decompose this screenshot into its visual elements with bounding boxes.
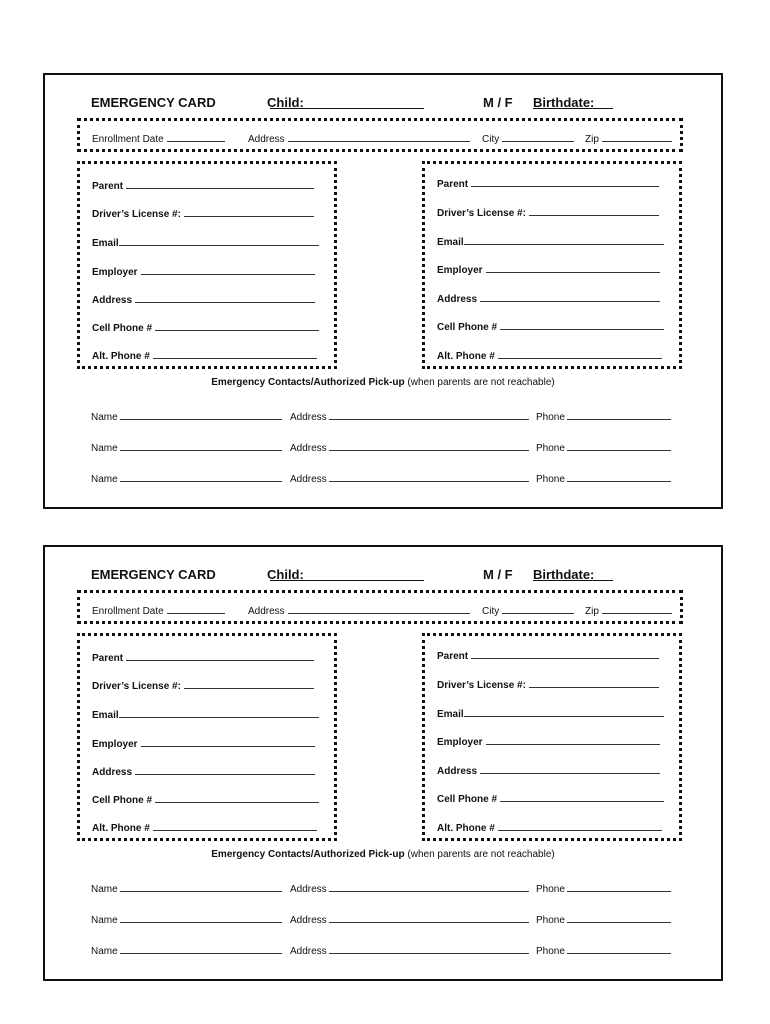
contact-name-field[interactable]: Name xyxy=(91,440,282,454)
city-label: City xyxy=(482,606,500,617)
alt-phone-field[interactable]: Alt. Phone # xyxy=(437,820,662,834)
parent-name-field[interactable]: Parent xyxy=(437,648,659,662)
parent-2-box xyxy=(422,161,682,369)
contact-address-field[interactable]: Address xyxy=(290,440,529,454)
drivers-license-field[interactable]: Driver’s License #: xyxy=(437,677,659,691)
emergency-contacts-title: Emergency Contacts/Authorized Pick-up (when parents are not reachable) xyxy=(211,849,555,860)
cell-phone-field[interactable]: Cell Phone # xyxy=(437,791,664,805)
email-field[interactable]: Email xyxy=(92,707,319,721)
contact-row xyxy=(91,943,683,957)
child-label: Child: xyxy=(267,95,304,110)
city-label: City xyxy=(482,134,500,145)
parent-2-box xyxy=(422,633,682,841)
child-label: Child: xyxy=(267,567,304,582)
contact-name-field[interactable]: Name xyxy=(91,943,282,957)
cell-phone-field[interactable]: Cell Phone # xyxy=(92,792,319,806)
parent-address-field[interactable]: Address xyxy=(92,292,315,306)
alt-phone-field[interactable]: Alt. Phone # xyxy=(92,348,317,362)
contact-name-field[interactable]: Name xyxy=(91,471,282,485)
card-header xyxy=(91,567,681,587)
enrollment-date-label: Enrollment Date xyxy=(92,134,164,145)
contact-row xyxy=(91,881,683,895)
child-address-label: Address xyxy=(248,606,285,617)
contact-address-field[interactable]: Address xyxy=(290,943,529,957)
contact-name-field[interactable]: Name xyxy=(91,409,282,423)
contact-address-field[interactable]: Address xyxy=(290,409,529,423)
contact-address-field[interactable]: Address xyxy=(290,471,529,485)
child-address-field[interactable] xyxy=(248,603,470,617)
contact-phone-field[interactable]: Phone xyxy=(536,471,671,485)
card-title: EMERGENCY CARD xyxy=(91,95,216,110)
emergency-card-2 xyxy=(43,545,723,981)
zip-field[interactable] xyxy=(585,603,672,617)
drivers-license-field[interactable]: Driver’s License #: xyxy=(92,678,314,692)
parent-name-field[interactable]: Parent xyxy=(437,176,659,190)
email-field[interactable]: Email xyxy=(437,234,664,248)
contact-row xyxy=(91,440,683,454)
contact-name-field[interactable]: Name xyxy=(91,881,282,895)
parent-1-box xyxy=(77,633,337,841)
card-title: EMERGENCY CARD xyxy=(91,567,216,582)
enrollment-date-field[interactable] xyxy=(92,131,225,145)
parent-address-field[interactable]: Address xyxy=(437,763,660,777)
contact-phone-field[interactable]: Phone xyxy=(536,440,671,454)
contact-phone-field[interactable]: Phone xyxy=(536,912,671,926)
drivers-license-field[interactable]: Driver’s License #: xyxy=(92,206,314,220)
zip-field[interactable] xyxy=(585,131,672,145)
emergency-contacts-title: Emergency Contacts/Authorized Pick-up (when parents are not reachable) xyxy=(211,377,555,388)
drivers-license-field[interactable]: Driver’s License #: xyxy=(437,205,659,219)
zip-label: Zip xyxy=(585,134,599,145)
alt-phone-field[interactable]: Alt. Phone # xyxy=(92,820,317,834)
email-field[interactable]: Email xyxy=(92,235,319,249)
enrollment-date-label: Enrollment Date xyxy=(92,606,164,617)
parent-address-field[interactable]: Address xyxy=(437,291,660,305)
enrollment-date-field[interactable] xyxy=(92,603,225,617)
alt-phone-field[interactable]: Alt. Phone # xyxy=(437,348,662,362)
enrollment-box xyxy=(77,118,683,152)
contact-row xyxy=(91,912,683,926)
city-field[interactable] xyxy=(482,603,574,617)
contact-row xyxy=(91,471,683,485)
child-address-label: Address xyxy=(248,134,285,145)
contact-phone-field[interactable]: Phone xyxy=(536,409,671,423)
email-field[interactable]: Email xyxy=(437,706,664,720)
emergency-card-1 xyxy=(43,73,723,509)
child-address-field[interactable] xyxy=(248,131,470,145)
enrollment-box xyxy=(77,590,683,624)
contact-name-field[interactable]: Name xyxy=(91,912,282,926)
employer-field[interactable]: Employer xyxy=(437,734,660,748)
sex-field[interactable]: M / F xyxy=(483,95,513,110)
contact-address-field[interactable]: Address xyxy=(290,912,529,926)
city-field[interactable] xyxy=(482,131,574,145)
cell-phone-field[interactable]: Cell Phone # xyxy=(92,320,319,334)
cell-phone-field[interactable]: Cell Phone # xyxy=(437,319,664,333)
contact-phone-field[interactable]: Phone xyxy=(536,943,671,957)
birthdate-label: Birthdate: xyxy=(533,95,595,110)
sex-field[interactable]: M / F xyxy=(483,567,513,582)
employer-field[interactable]: Employer xyxy=(437,262,660,276)
employer-field[interactable]: Employer xyxy=(92,264,315,278)
parent-address-field[interactable]: Address xyxy=(92,764,315,778)
contact-row xyxy=(91,409,683,423)
contact-phone-field[interactable]: Phone xyxy=(536,881,671,895)
parent-name-field[interactable]: Parent xyxy=(92,650,314,664)
contact-address-field[interactable]: Address xyxy=(290,881,529,895)
employer-field[interactable]: Employer xyxy=(92,736,315,750)
parent-1-box xyxy=(77,161,337,369)
card-header xyxy=(91,95,681,115)
zip-label: Zip xyxy=(585,606,599,617)
parent-name-field[interactable]: Parent xyxy=(92,178,314,192)
birthdate-label: Birthdate: xyxy=(533,567,595,582)
